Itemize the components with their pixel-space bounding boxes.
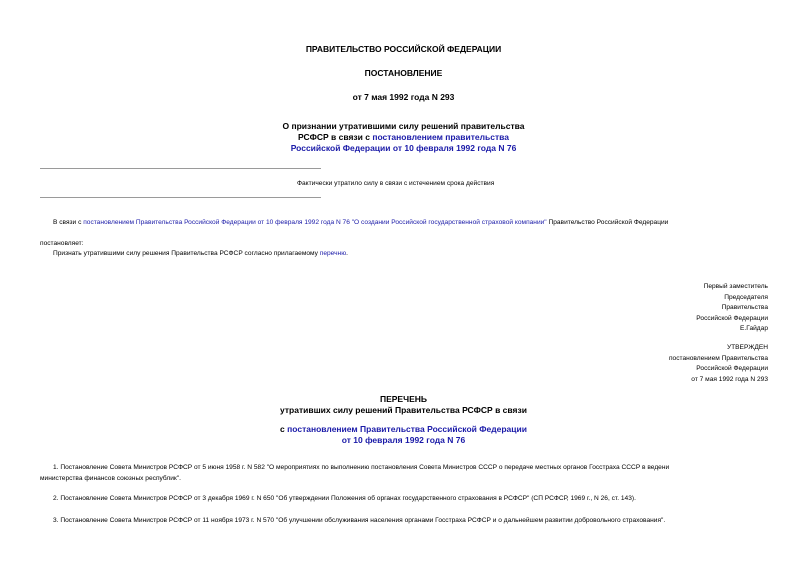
list-title: ПЕРЕЧЕНЬ (379, 394, 427, 404)
signature-line: Правительства (721, 304, 768, 311)
list-subtitle-text: с (280, 424, 288, 434)
list-link[interactable]: перечню (319, 250, 347, 257)
title-decree-link-cont[interactable]: Российской Федерации от 10 февраля 1992 года N 76 (290, 143, 517, 153)
list-item-continuation: министерства финансов союзных республик". (40, 475, 181, 482)
preamble-decree-link[interactable]: постановлением Правительства Российской Федерации от 10 февраля 1992 года N 76 (83, 219, 350, 226)
list-decree-link[interactable]: постановлением Правительства Российской Федерации (287, 424, 527, 434)
document-date-heading: от 7 мая 1992 года N 293 (352, 92, 455, 102)
list-item: 2. Постановление Совета Министров РСФСР от 3 декабря 1969 г. N 650 "Об утверждении Положения об органах государственного страхования в РСФСР" (СП РСФСР, 1969 г., N 26, ст. 143). (53, 495, 636, 502)
preamble-text-end: Правительство Российской Федерации (546, 219, 669, 226)
list-subtitle-line2 (0, 424, 807, 434)
preamble (53, 218, 668, 227)
document-type-heading: ПОСТАНОВЛЕНИЕ (364, 68, 443, 78)
approval-block (669, 343, 768, 384)
document-title-line2 (0, 132, 807, 142)
title-decree-link[interactable]: постановлением правительства (372, 132, 509, 142)
preamble-text: В связи с (53, 219, 84, 226)
signature-block (696, 282, 768, 333)
signature-line: Российской Федерации (696, 314, 768, 322)
title-text: РСФСР в связи с (298, 132, 373, 142)
signature-line: Первый заместитель (703, 283, 768, 290)
signature-line: Председателя (724, 293, 768, 301)
approval-line: постановлением Правительства (668, 354, 768, 362)
decision-text: Признать утратившими силу решения Правительства РСФСР согласно прилагаемому (53, 250, 320, 257)
government-heading: ПРАВИТЕЛЬСТВО РОССИЙСКОЙ ФЕДЕРАЦИИ (305, 44, 502, 54)
divider-bottom (40, 197, 321, 198)
approval-line: от 7 мая 1992 года N 293 (691, 375, 768, 383)
document-title-line1: О признании утратившими силу решений правительства (282, 121, 525, 131)
decision-paragraph (53, 249, 348, 258)
decision-end: . (346, 250, 348, 257)
list-decree-date-link[interactable]: от 10 февраля 1992 года N 76 (341, 435, 466, 445)
document-title-line3 (0, 143, 807, 153)
approval-line: УТВЕРЖДЕН (726, 344, 768, 351)
approval-line: Российской Федерации (696, 365, 768, 372)
divider-top (40, 168, 321, 169)
list-subtitle: утративших силу решений Правительства РСФСР в связи (280, 405, 527, 415)
resolves-text: постановляет: (40, 240, 84, 247)
list-item: 3. Постановление Совета Министров РСФСР от 11 ноября 1973 г. N 570 "Об улучшении обслуживания населения органами Госстраха РСФСР и о дальнейшем развитии добровольного страхования". (53, 517, 666, 524)
preamble-company-link[interactable]: "О создании Российской государственной страховой компании" (351, 219, 547, 226)
list-item: 1. Постановление Совета Министров РСФСР от 5 июня 1958 г. N 582 "О мероприятиях по выполнению постановления Совета Министров СССР о передаче местных органов Госстраха СССР в ведени (53, 464, 670, 471)
signature-name: Е.Гайдар (740, 325, 768, 332)
validity-note: Фактически утратило силу в связи с истечением срока действия (297, 180, 495, 187)
list-subtitle-line3 (0, 435, 807, 445)
